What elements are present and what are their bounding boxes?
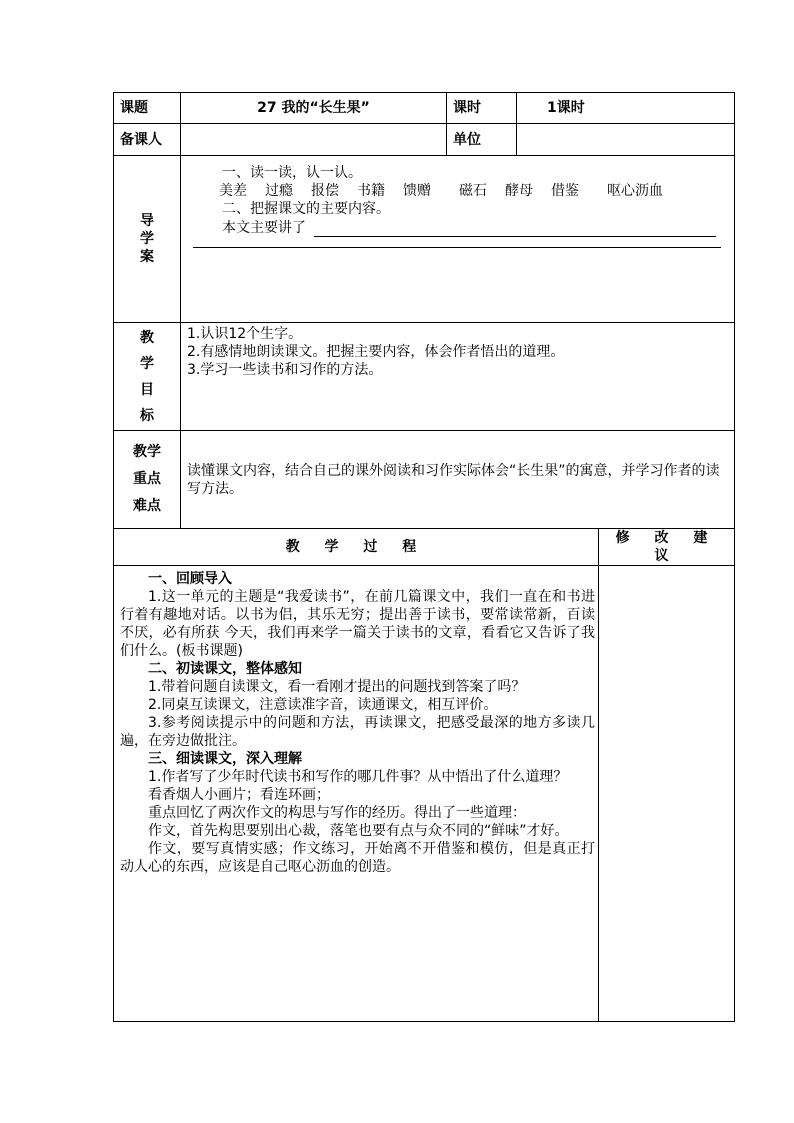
word: 磁石 (459, 183, 487, 199)
goal-item: 3.学习一些读书和习作的方法。 (187, 362, 383, 378)
preparer-value (181, 124, 447, 156)
process-paragraph: 2.同桌互读课文，注意读准字音，读通课文，相互评价。 (148, 697, 498, 713)
guide-label: 导 学 案 (114, 156, 181, 323)
process-paragraph: 1.作者写了少年时代读书和写作的哪几件事？从中悟出了什么道理？ (148, 769, 568, 785)
process-heading: 二、初读课文，整体感知 (148, 661, 302, 677)
answer-blank-line-2[interactable] (193, 246, 721, 248)
guide-word-list (219, 182, 724, 200)
process-heading: 三、细读课文，深入理解 (148, 751, 302, 767)
guide-row (114, 156, 735, 323)
answer-blank-line[interactable] (314, 218, 716, 237)
process-header-row (114, 529, 735, 566)
guide-content (181, 156, 735, 323)
period-value: 1课时 (517, 93, 735, 124)
process-paragraph: 作文，要写真情实感；作文练习，开始离不开借鉴和模仿，但是真正打动人心的东西，应该是自己呕心沥血的创造。 (120, 841, 595, 875)
process-content (114, 566, 599, 1022)
process-row (114, 566, 735, 1022)
process-paragraph: 1.带着问题自读课文，看一看刚才提出的问题找到答案了吗？ (148, 679, 526, 695)
process-paragraph: 3.参考阅读提示中的问题和方法，再读课文，把感受最深的地方多读几遍，在旁边做批注。 (120, 715, 595, 749)
key-points-row (114, 431, 735, 529)
process-paragraph: 看香烟人小画片；看连环画； (148, 787, 330, 803)
word: 馈赠 (403, 183, 431, 199)
unit-value (517, 124, 735, 156)
word: 美差 (219, 183, 247, 199)
word: 借鉴 (551, 183, 579, 199)
word: 书籍 (357, 183, 385, 199)
word: 呕心沥血 (607, 183, 663, 199)
goals-row (114, 323, 735, 431)
process-paragraph: 重点回忆了两次作文的构思与写作的经历。得出了一些道理： (148, 805, 526, 821)
key-points-label: 教学 重点 难点 (114, 431, 181, 529)
suggestions-title: 修 改 建 议 (599, 529, 735, 566)
period-label: 课时 (447, 93, 517, 124)
guide-summary-prompt: 本文主要讲了 (222, 218, 724, 237)
process-paragraph: 1.这一单元的主题是“我爱读书”，在前几篇课文中，我们一直在和书进行着有趣地对话。以书为侣，其乐无穷；提出善于读书，要常读常新，百读不厌，必有所获 今天，我们再来学一篇关于读书的文章，看看它又告诉了我们什么。(板书课题) (120, 589, 595, 659)
topic-value: 27 我的“长生果” (181, 93, 447, 124)
preparer-row (114, 124, 735, 156)
process-heading: 一、回顾导入 (148, 571, 232, 587)
process-paragraph: 作文，首先构思要别出心裁，落笔也要有点与众不同的“鲜味”才好。 (148, 823, 569, 839)
lesson-plan-table (113, 92, 735, 1022)
guide-step-2: 二、把握课文的主要内容。 (222, 201, 390, 217)
goal-item: 1.认识12个生字。 (187, 326, 303, 342)
suggestions-content[interactable] (599, 566, 735, 1022)
guide-step-1: 一、读一读，认一认。 (222, 165, 362, 181)
unit-label: 单位 (447, 124, 517, 156)
process-title: 教 学 过 程 (114, 529, 599, 566)
word: 酵母 (505, 183, 533, 199)
key-points-content: 读懂课文内容，结合自己的课外阅读和习作实际体会“长生果”的寓意，并学习作者的读写方法。 (181, 431, 735, 529)
word: 报偿 (311, 183, 339, 199)
topic-row (114, 93, 735, 124)
goal-item: 2.有感情地朗读课文。把握主要内容，体会作者悟出的道理。 (187, 344, 565, 360)
preparer-label: 备课人 (114, 124, 181, 156)
goals-label: 教 学 目 标 (114, 323, 181, 431)
topic-label: 课题 (114, 93, 181, 124)
word: 过瘾 (265, 183, 293, 199)
goals-content (181, 323, 735, 431)
